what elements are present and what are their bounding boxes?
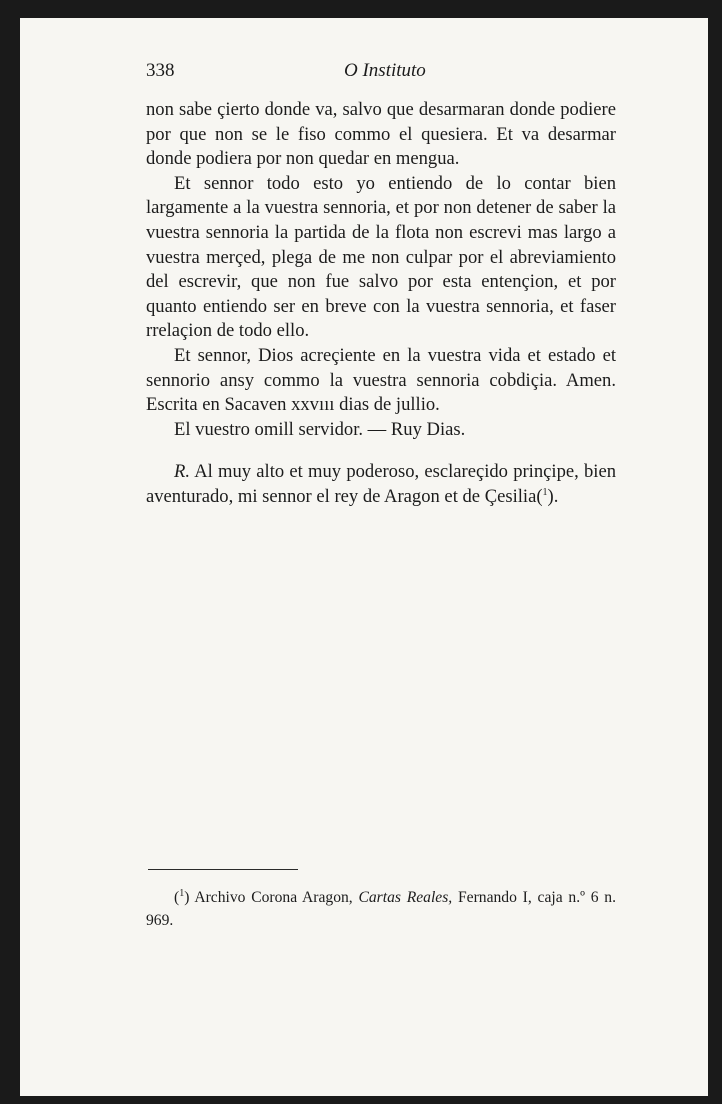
rubric-label: R.: [174, 461, 191, 483]
paragraph-gap: [146, 442, 616, 460]
running-title: O Instituto: [344, 60, 426, 81]
paragraph-continuation: non sabe çierto donde va, salvo que desarmaran donde podiere por que non se le fiso commo el quesiera. Et va desarmar donde podiera por non quedar en mengua.: [146, 99, 616, 170]
footnote: ($^1$) Archivo Corona Aragon, Cartas Reales, Fernando I, caja n.º 6 n. 969.: [146, 887, 617, 929]
signature-line: El vuestro omill servidor. — Ruy Dias.: [174, 418, 466, 440]
address-paragraph: R. Al muy alto et muy poderoso, esclareçido prinçipe, bien aventurado, mi sennor el rey de Aragon et de Çesilia($^1$).: [146, 461, 616, 507]
page-number: 338: [146, 60, 175, 81]
paragraph: Et sennor todo esto yo entiendo de lo contar bien largamente a la vuestra sennoria, et por non detener de saber la vuestra sennoria la partida de la flota non escrevi mas largo a vuestra merçed, plega de me non culpar por el abreviamiento del escrevir, que non fue salvo por esta entençion, et por quanto entiendo ser en breve con la vuestra sennoria, et faser rrelaçion de todo ello.: [146, 172, 616, 342]
footnote-text-before: Archivo Corona Aragon,: [194, 889, 359, 906]
address-end: .: [553, 485, 559, 507]
footnote-italic-title: Cartas Reales,: [358, 889, 453, 906]
footnote-text-after: Fernando I, caja n.º 6 n. 969.: [146, 889, 617, 929]
running-header: [146, 56, 616, 86]
main-text: [146, 98, 616, 510]
address-text: Al muy alto et muy poderoso, esclareçido prinçipe, bien aventurado, mi sennor el rey de Aragon et de Çesilia: [146, 461, 616, 507]
footnote-reference: 1: [542, 486, 548, 498]
footnote-mark: 1: [179, 887, 185, 899]
footnote-divider: [148, 869, 298, 870]
paragraph: Et sennor, Dios acreçiente en la vuestra vida et estado et sennorio ansy commo la vuestra sennoria cobdiçia. Amen. Escrita en Sacaven xxvııı dias de jullio.: [146, 344, 616, 416]
